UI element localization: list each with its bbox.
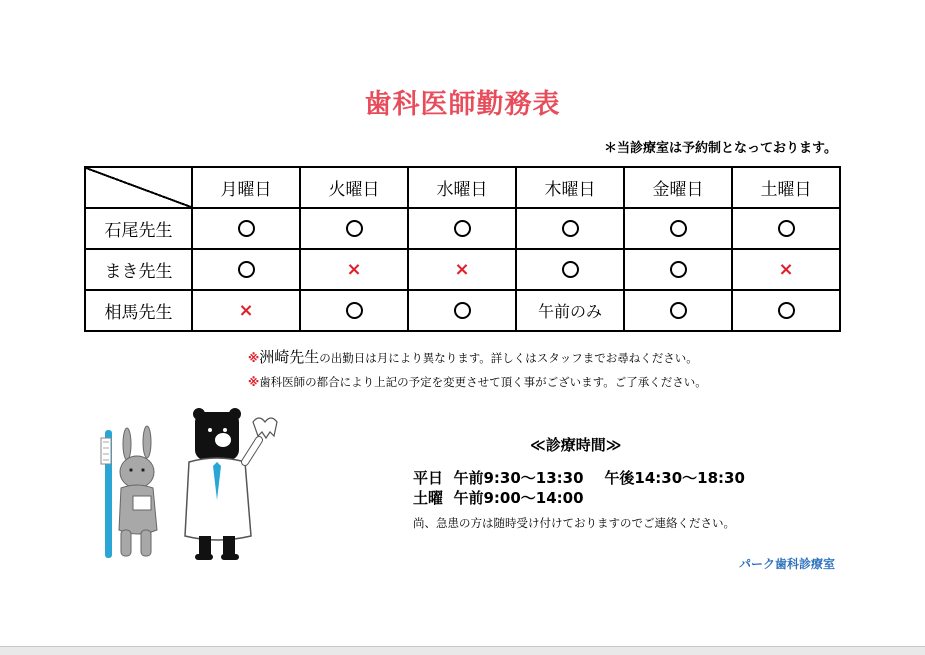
- schedule-cell: [300, 249, 408, 290]
- circle-mark-icon: [454, 302, 471, 319]
- circle-mark-icon: [778, 220, 795, 237]
- circle-mark-icon: [670, 261, 687, 278]
- schedule-cell: [732, 249, 840, 290]
- schedule-cell: [624, 290, 732, 331]
- day-header: 金曜日: [624, 167, 732, 208]
- note-asterisk: ※: [248, 375, 260, 389]
- note-text: の出勤日は月により異なります。詳しくはスタッフまでお尋ねください。: [319, 351, 698, 365]
- schedule-cell: [516, 208, 624, 249]
- schedule-cell: [192, 208, 300, 249]
- circle-mark-icon: [670, 302, 687, 319]
- page-title: 歯科医師勤務表: [364, 89, 561, 120]
- note-doctor-name: 洲崎先生: [259, 348, 320, 366]
- day-header: 月曜日: [192, 167, 300, 208]
- schedule-cell: [624, 249, 732, 290]
- doctor-name: まき先生: [85, 249, 192, 290]
- note-text: 歯科医師の都合により上記の予定を変更させて頂く事がございます。ご了承ください。: [259, 375, 707, 389]
- cross-mark-icon: ×: [454, 259, 470, 280]
- doctor-name: 相馬先生: [85, 290, 192, 331]
- schedule-table: [84, 166, 841, 332]
- schedule-cell: [300, 290, 408, 331]
- rabbit-mascot-icon: [119, 426, 157, 556]
- schedule-cell: [516, 290, 624, 331]
- table-row: [85, 290, 840, 331]
- circle-mark-icon: [562, 261, 579, 278]
- schedule-cell: [408, 249, 516, 290]
- table-row: [85, 249, 840, 290]
- circle-mark-icon: [670, 220, 687, 237]
- hours-saturday: 土曜 午前9:00～14:00: [413, 489, 584, 507]
- schedule-cell: [408, 208, 516, 249]
- bear-doctor-mascot-icon: [185, 408, 277, 560]
- schedule-cell: [732, 290, 840, 331]
- corner-cell: [85, 167, 192, 208]
- page-edge: [0, 646, 925, 655]
- mascot-illustration: [95, 400, 295, 570]
- cross-mark-icon: ×: [238, 300, 254, 321]
- reservation-note: ＊当診療室は予約制となっております。: [604, 141, 837, 156]
- day-header: 水曜日: [408, 167, 516, 208]
- table-row: [85, 208, 840, 249]
- hours-note: 尚、急患の方は随時受け付けておりますのでご連絡ください。: [413, 516, 735, 530]
- circle-mark-icon: [562, 220, 579, 237]
- day-header: 火曜日: [300, 167, 408, 208]
- circle-mark-icon: [778, 302, 795, 319]
- circle-mark-icon: [454, 220, 471, 237]
- cross-mark-icon: ×: [778, 259, 794, 280]
- schedule-cell: [408, 290, 516, 331]
- schedule-cell: [192, 249, 300, 290]
- schedule-text: 午前のみ: [537, 302, 602, 321]
- day-header: 土曜日: [732, 167, 840, 208]
- doctor-name: 石尾先生: [85, 208, 192, 249]
- notes: [248, 345, 707, 394]
- circle-mark-icon: [238, 220, 255, 237]
- cross-mark-icon: ×: [346, 259, 362, 280]
- circle-mark-icon: [346, 302, 363, 319]
- note-asterisk: ※: [248, 351, 260, 365]
- circle-mark-icon: [346, 220, 363, 237]
- hours-title: ≪診療時間≫: [530, 436, 622, 454]
- schedule-cell: [516, 249, 624, 290]
- header-row: [85, 167, 840, 208]
- note-line: [248, 345, 707, 370]
- schedule-cell: [732, 208, 840, 249]
- toothbrush-icon: [101, 430, 112, 558]
- clinic-name: パーク歯科診療室: [738, 557, 835, 571]
- schedule-cell: [624, 208, 732, 249]
- note-line: [248, 370, 707, 394]
- schedule-cell: [192, 290, 300, 331]
- day-header: 木曜日: [516, 167, 624, 208]
- hours-weekday: 平日 午前9:30～13:30 午後14:30～18:30: [413, 469, 745, 487]
- schedule-cell: [300, 208, 408, 249]
- circle-mark-icon: [238, 261, 255, 278]
